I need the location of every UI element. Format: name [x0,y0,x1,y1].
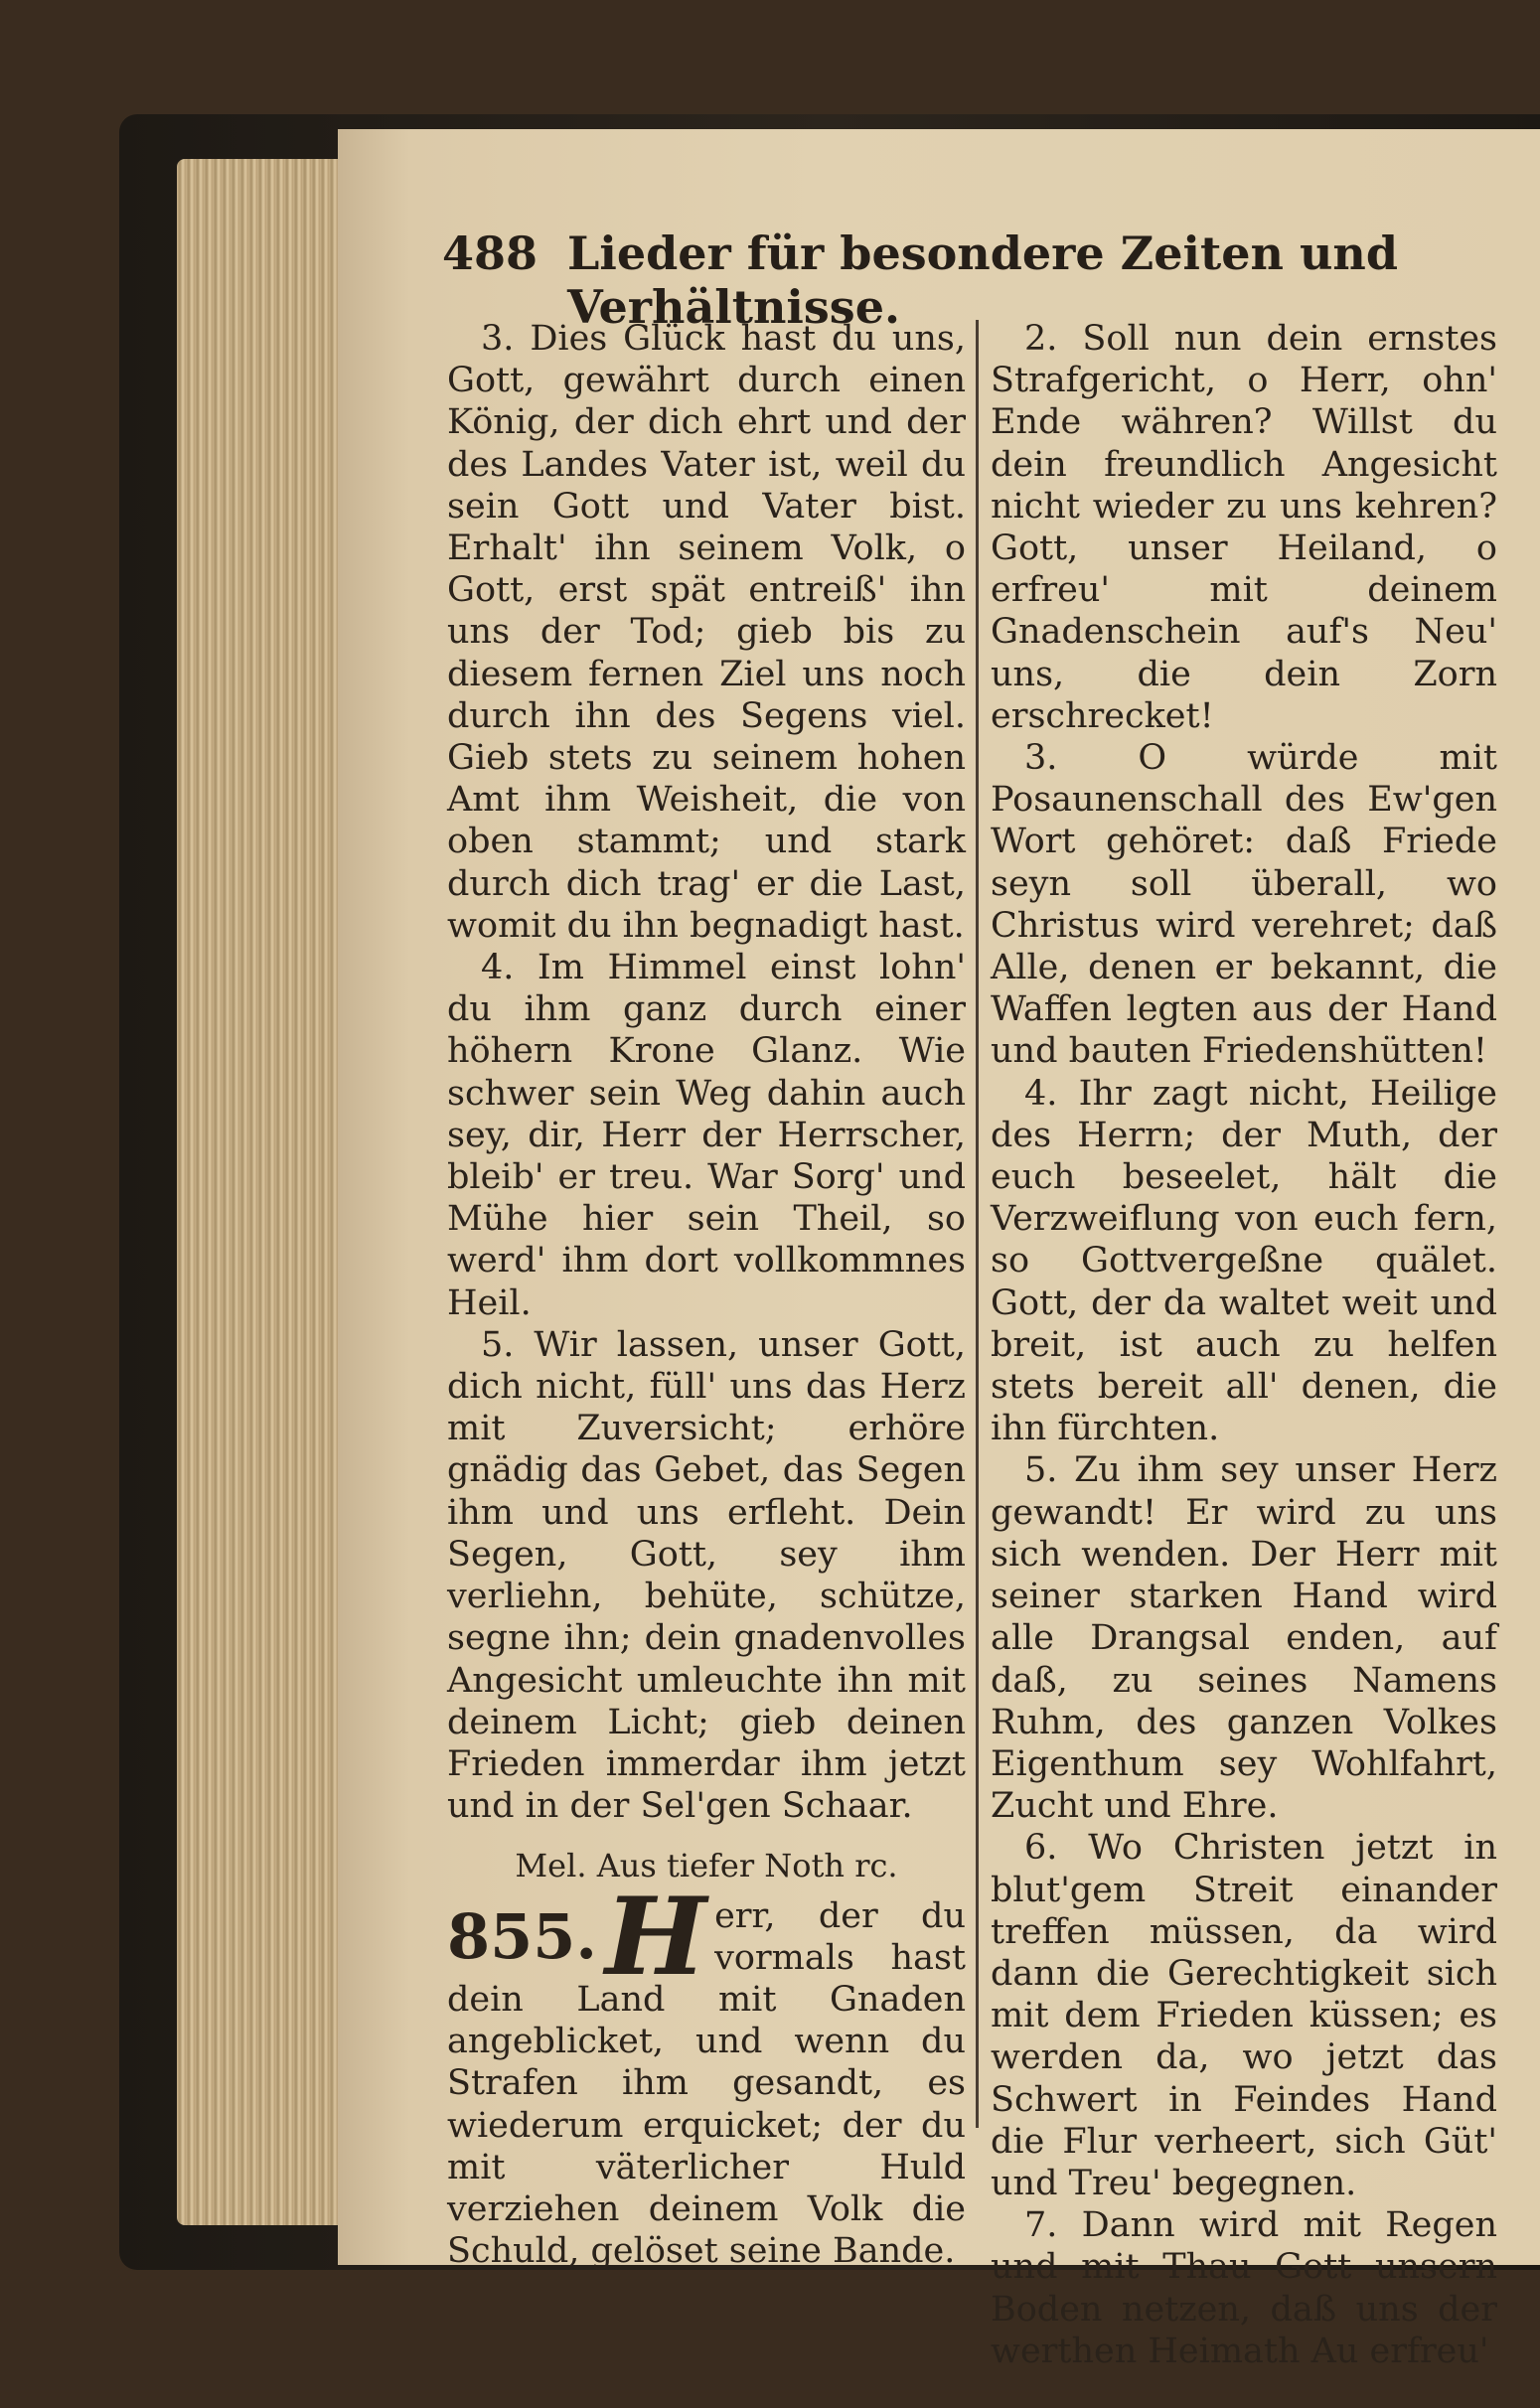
column-divider [976,320,979,2128]
stanza: 3. Dies Glück hast du uns, Gott, gewährt durch einen König, der dich ehrt und der des Landes Vater ist, weil du sein Gott und Vater bist. Erhalt' ihn seinem Volk, o Gott, erst spät entreiß' ihn uns der Tod; gieb bis zu diesem fernen Ziel uns noch durch ihn des Segens viel. Gieb stets zu seinem hohen Amt ihm Weisheit, die von oben stammt; und stark durch dich trag' er die Last, womit du ihn begnadigt hast. [447,319,966,946]
right-column [991,318,1497,2372]
stanza: 4. Ihr zagt nicht, Heilige des Herrn; der Muth, der euch beseelet, hält die Verzweiflung von euch fern, so Gottvergeßne quälet. Gott, der da waltet weit und breit, ist auch zu helfen stets bereit all' denen, die ihn fürchten. [991,1073,1497,1449]
stanza: 2. Soll nun dein ernstes Strafgericht, o Herr, ohn' Ende währen? Willst du dein freundlich Angesicht nicht wieder zu uns kehren? Gott, unser Heiland, o erfreu' mit deinem Gnadenschein auf's Neu' uns, die dein Zorn erschrecket! [991,319,1497,736]
stanza: 5. Wir lassen, unser Gott, dich nicht, füll' uns das Herz mit Zuversicht; erhöre gnädig das Gebet, das Segen ihm und uns erfleht. Dein Segen, Gott, sey ihm verliehn, behüte, schütze, segne ihn; dein gnadenvolles Angesicht umleuchte ihn mit deinem Licht; gieb deinen Frieden immerdar ihm jetzt und in der Sel'gen Schaar. [447,1324,966,1827]
stanza: 7. Dann wird mit Regen und mit Thau Gott unsern Boden netzen, daß uns der werthen Heimath Au erfreu' [991,2205,1497,2371]
hymn-855 [447,1874,966,2273]
page-edges [177,159,346,2225]
hymn-number: 855. [447,1899,598,1973]
stanza: 4. Im Himmel einst lohn' du ihm ganz durch einer höhern Krone Glanz. Wie schwer sein Weg dahin auch sey, dir, Herr der Herrscher, bleib' er treu. War Sorg' und Mühe hier sein Theil, so werd' ihm dort vollkommnes Heil. [447,948,966,1323]
page-header [442,226,1441,334]
drop-initial: H [605,1874,707,2000]
hymn-text: err, der du vormals hast dein Land mit Gnaden angeblicket, und wenn du Strafen ihm gesandt, es wiederum erquicket; der du mit väterlicher Huld verziehen deinem Volk die Schuld, gelöset seine Bande. [447,1895,966,2272]
melody-line: Mel. Aus tiefer Noth rc. [515,1847,898,1885]
stanza: 3. O würde mit Posaunenschall des Ew'gen Wort gehöret: daß Friede seyn soll überall, wo Christus wird verehret; daß Alle, denen er bekannt, die Waffen legten aus der Hand und bauten Friedenshütten! [991,738,1497,1072]
stanza: 5. Zu ihm sey unser Herz gewandt! Er wird zu uns sich wenden. Der Herr mit seiner starken Hand wird alle Drangsal enden, auf daß, zu seines Namens Ruhm, des ganzen Volkes Eigenthum sey Wohlfahrt, Zucht und Ehre. [991,1450,1497,1827]
page-number: 488 [442,226,539,280]
left-column [447,318,966,2272]
stanza: 6. Wo Christen jetzt in blut'gem Streit einander treffen müssen, da wird dann die Gerechtigkeit sich mit dem Frieden küssen; es werden da, wo jetzt das Schwert in Feindes Hand die Flur verheert, sich Güt' und Treu' begegnen. [991,1828,1497,2203]
running-title: Lieder für besondere Zeiten und Verhältnisse. [567,226,1399,334]
